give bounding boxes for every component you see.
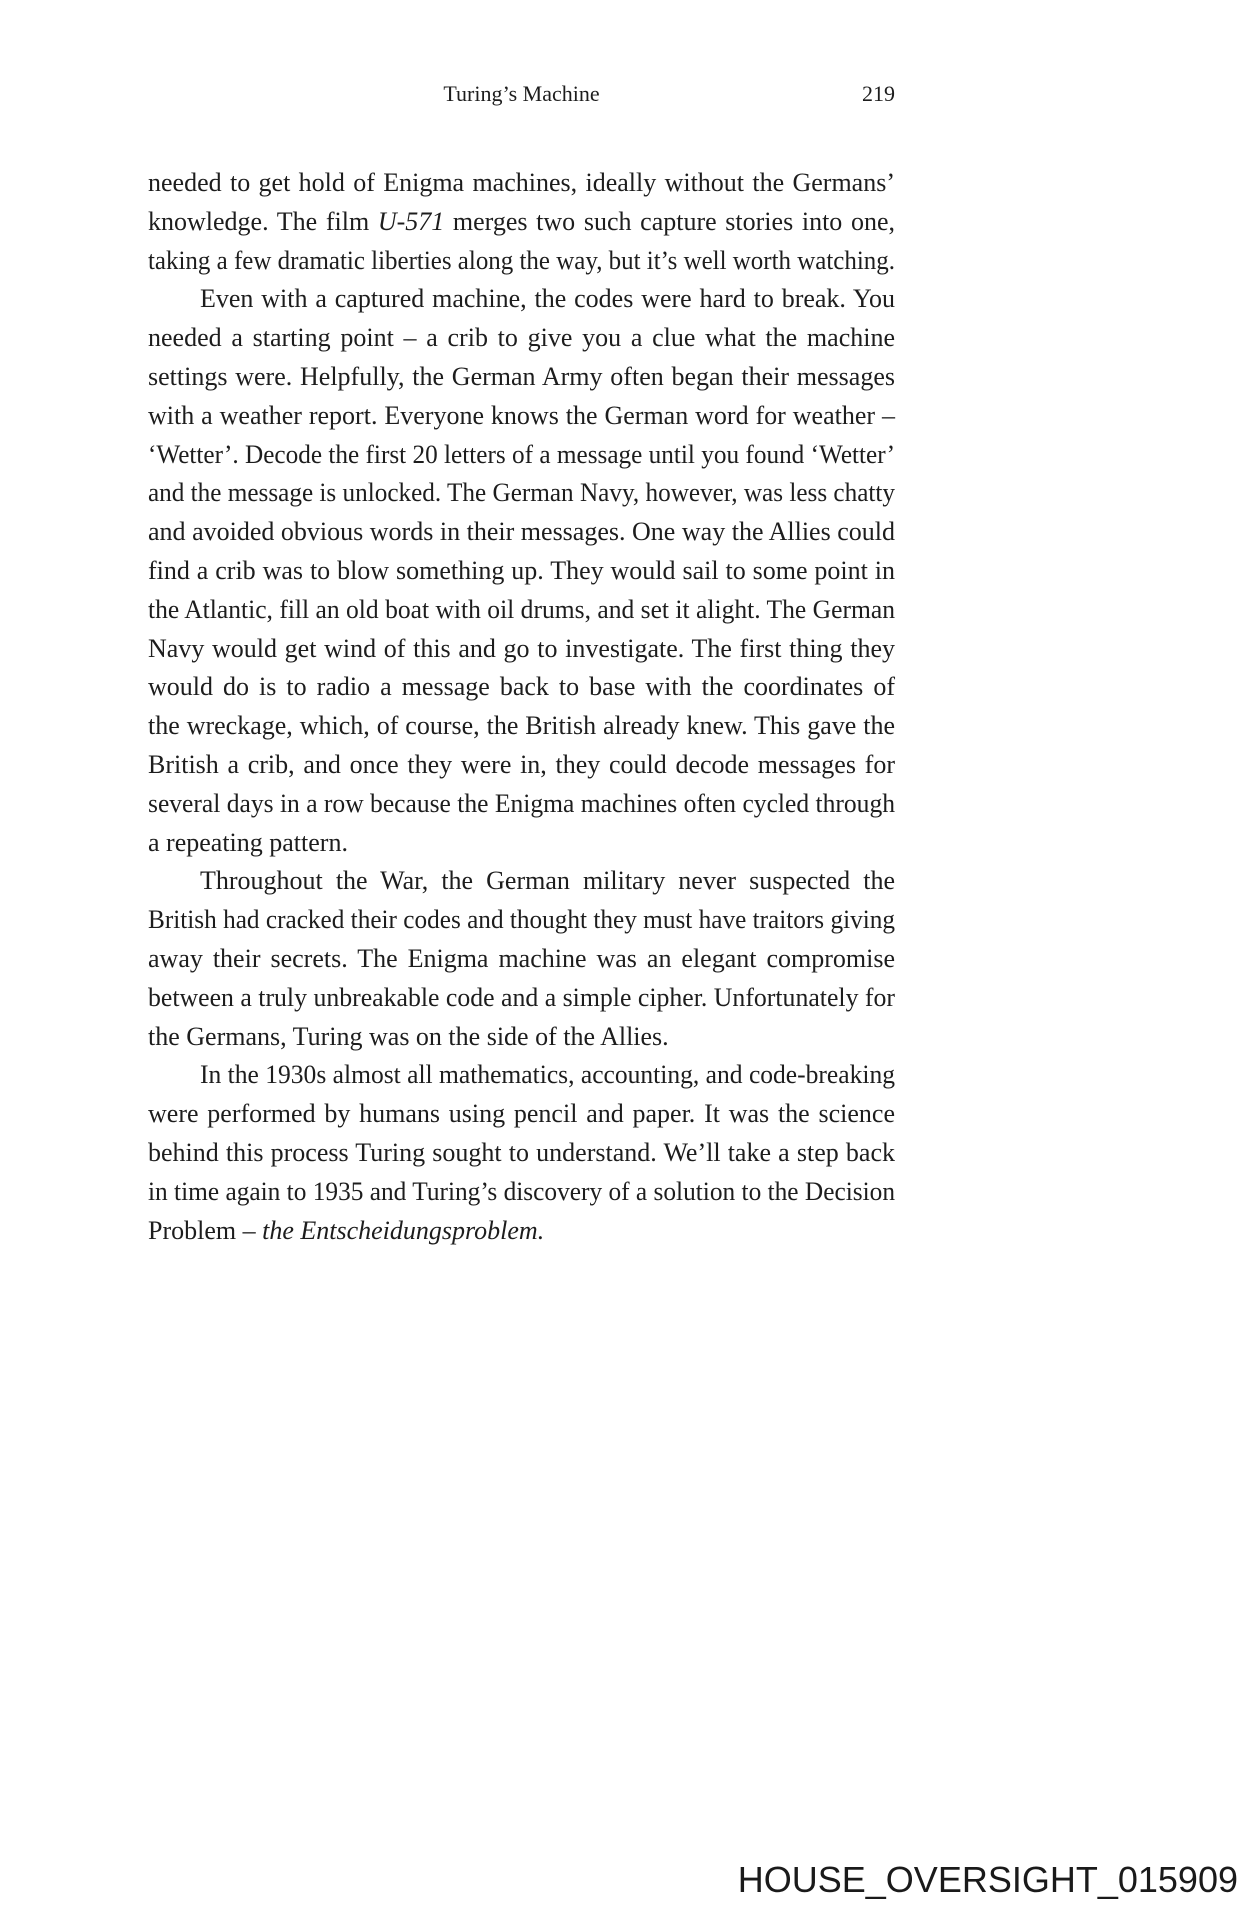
text-line [148,901,895,940]
text-line [148,591,895,630]
text-segment: away their secrets. The Enigma machine was an elegant compromise [148,943,895,973]
paragraph [148,164,895,280]
text-segment: the Germans, Turing was on the side of the Allies. [148,1021,669,1051]
text-line [148,164,895,203]
text-block [148,164,895,1250]
text-segment: the wreckage, which, of course, the British already knew. This gave the [148,711,895,741]
text-line [148,824,895,863]
text-line [148,668,895,707]
italic-text-segment: the Entscheidungsproblem. [262,1215,545,1245]
paragraph [148,1056,895,1250]
text-segment: and the message is unlocked. The German Navy, however, was less chatty [148,478,895,508]
text-line [148,513,895,552]
text-segment: knowledge. The film [148,206,378,236]
italic-text-segment: U-571 [377,206,445,236]
text-segment: were performed by humans using pencil and paper. It was the science [148,1099,895,1129]
running-head: Turing’s Machine [443,81,600,106]
text-segment: merges two such capture stories into one, [444,206,895,236]
text-segment: Navy would get wind of this and go to investigate. The first thing they [148,633,895,663]
page-number: 219 [862,81,895,106]
text-segment: In the 1930s almost all mathematics, accounting, and code-breaking [200,1060,895,1090]
text-segment: ‘Wetter’. Decode the first 20 letters of a message until you found ‘Wetter’ [148,439,895,469]
text-line [148,358,895,397]
text-line [148,979,895,1018]
text-line [148,474,895,513]
text-line [148,552,895,591]
text-segment: in time again to 1935 and Turing’s discovery of a solution to the Decision [148,1176,895,1206]
page-header [148,80,895,108]
text-line [148,319,895,358]
text-segment: several days in a row because the Enigma machines often cycled through [148,788,895,818]
text-segment: find a crib was to blow something up. They would sail to some point in [148,555,895,585]
text-line [148,242,895,281]
text-line [148,1134,895,1173]
text-segment: needed a starting point – a crib to give you a clue what the machine [148,323,895,353]
text-line [148,785,895,824]
text-segment: needed to get hold of Enigma machines, ideally without the Germans’ [148,168,895,197]
text-segment: British had cracked their codes and thought they must have traitors giving [148,905,895,935]
paragraph [148,862,895,1056]
text-line [148,1173,895,1212]
text-segment: a repeating pattern. [148,827,348,857]
text-segment: between a truly unbreakable code and a simple cipher. Unfortunately for [148,982,895,1012]
text-segment: Even with a captured machine, the codes were hard to break. You [200,284,895,314]
text-line [148,1095,895,1134]
text-line [148,1056,895,1095]
text-line [148,630,895,669]
text-segment: taking a few dramatic liberties along the way, but it’s well worth watching. [148,245,895,275]
text-line [148,397,895,436]
text-segment: Throughout the War, the German military never suspected the [200,866,895,896]
text-line [148,940,895,979]
text-line [148,280,895,319]
text-segment: settings were. Helpfully, the German Army often began their messages [148,361,895,391]
text-segment: British a crib, and once they were in, they could decode messages for [148,749,895,779]
text-line [148,1018,895,1057]
watermark-bates-number: HOUSE_OVERSIGHT_015909 [737,1859,1238,1900]
text-segment: behind this process Turing sought to understand. We’ll take a step back [148,1137,895,1167]
text-segment: would do is to radio a message back to base with the coordinates of [148,672,895,702]
text-line [148,862,895,901]
text-line [148,746,895,785]
text-line [148,1212,895,1251]
text-line [148,203,895,242]
text-segment: the Atlantic, fill an old boat with oil drums, and set it alight. The German [148,594,895,624]
text-segment: with a weather report. Everyone knows the German word for weather – [148,400,895,430]
text-line [148,436,895,475]
paragraph [148,280,895,862]
text-segment: Problem – [148,1215,263,1245]
text-segment: and avoided obvious words in their messages. One way the Allies could [148,517,895,547]
text-line [148,707,895,746]
